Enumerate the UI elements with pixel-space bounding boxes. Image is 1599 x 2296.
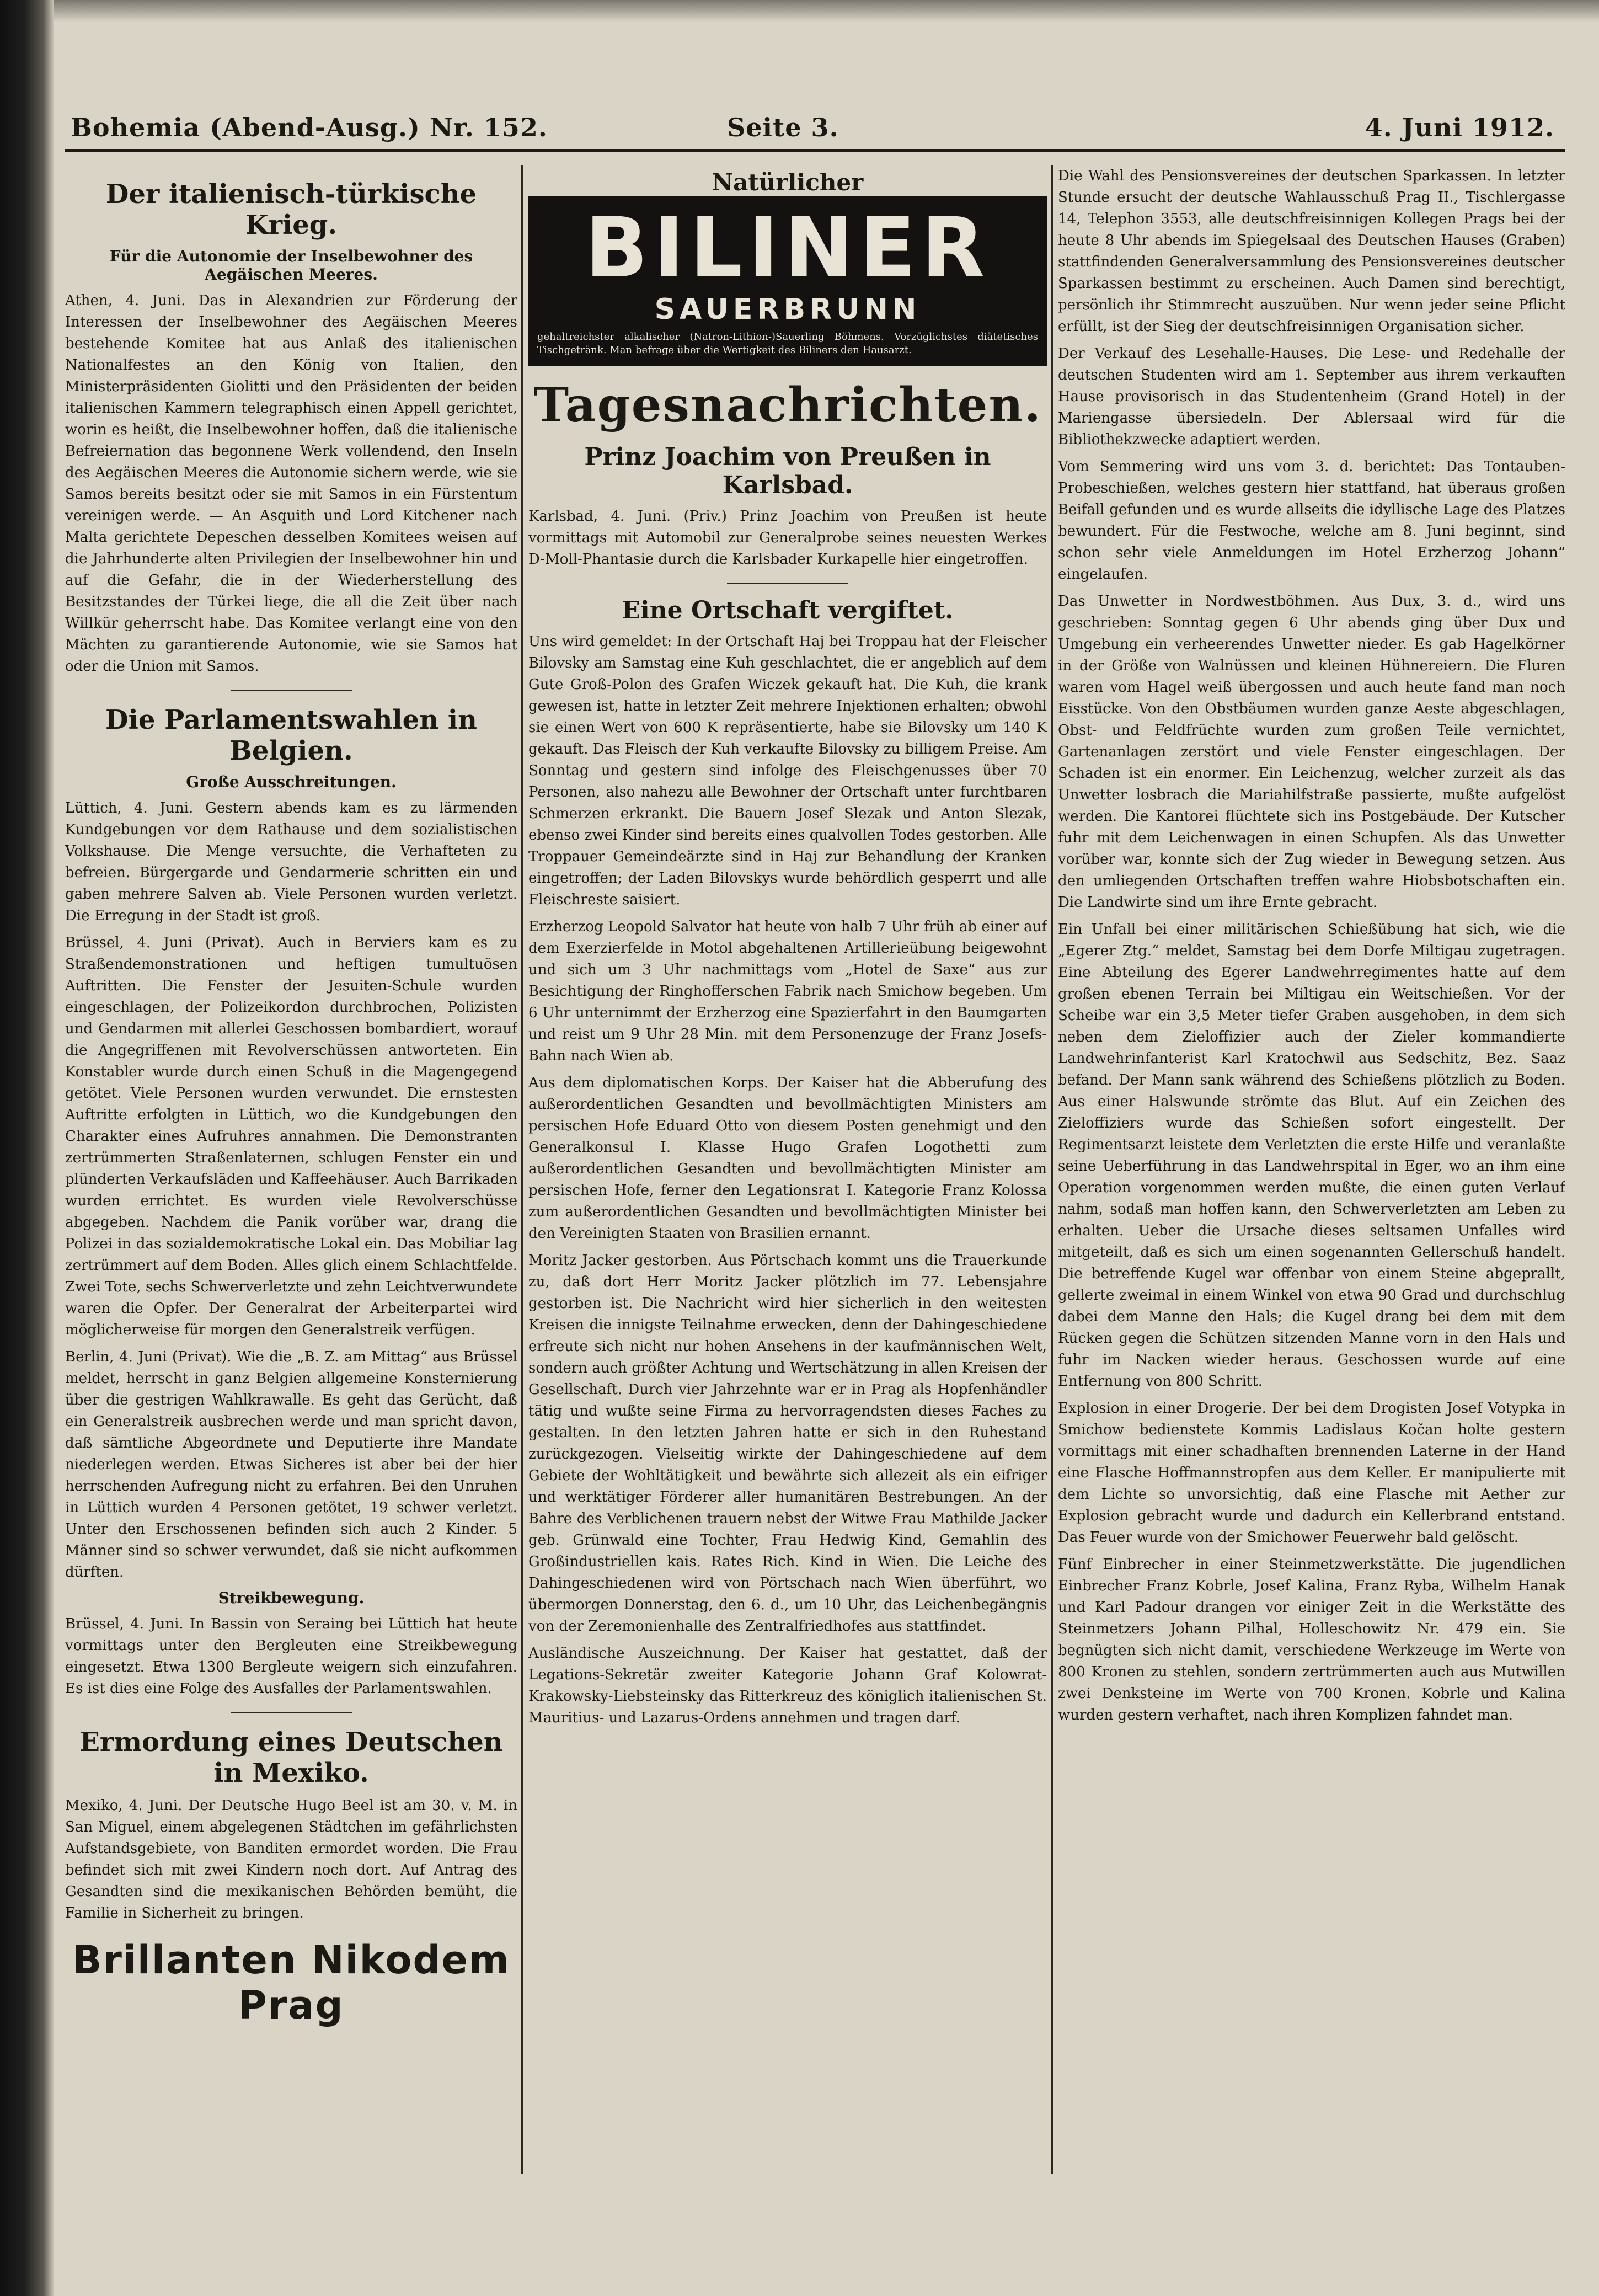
divider — [727, 583, 848, 584]
headline-prince-joachim: Prinz Joachim von Preußen in Karlsbad. — [584, 442, 991, 499]
article-paragraph: Brüssel, 4. Juni. In Bassin von Seraing bei Lüttich hat heute vormittags unter den Bergleuten eine Streikbewegung eingesetzt. Etwa 1300 Bergleute weigern sich einzufahren. Es ist dies eine Folge des Ausfalles der Parlamentswahlen. — [65, 1616, 517, 1697]
header-date: 4. Juni 1912. — [1365, 113, 1554, 142]
advertisement-brillanten: Brillanten Nikodem Prag — [72, 1937, 510, 2028]
article-paragraph: Fünf Einbrecher in einer Steinmetzwerkstätte. Die jugendlichen Einbrecher Franz Kobrle, Josef Kalina, Franz Ryba, Wilhelm Hanak und Karl Padour drangen vor einiger Zeit in die Werkstätte des Steinmetzers Johann Pilhal, Holleschowitz Nr. 479 ein. Sie begnügten sich nicht damit, verschiedene Werkzeuge im Werte von 800 Kronen zu stehlen, sondern zertrümmerten auch aus Mutwillen zwei Denksteine im Werte von 700 Kronen. Kobrle und Kalina wurden gestern verhaftet, nach ihren Komplizen fahndet man. — [1058, 1556, 1565, 1723]
headline-belgium-elections: Die Parlamentswahlen in Belgien. — [105, 704, 477, 766]
article-paragraph: Moritz Jacker gestorben. Aus Pörtschach kommt uns die Trauerkunde zu, daß dort Herr Moritz Jacker plötzlich im 77. Lebensjahre gestorben ist. Die Nachricht wird hier sicherlich in den weitesten Kreisen die innigste Teilnahme erwecken, denn der Dahingeschiedene erfreute sich nicht nur hohen Ansehens in der kaufmännischen Welt, sondern auch größter Achtung und Wertschätzung in allen Kreisen der Gesellschaft. Durch vier Jahrzehnte war er in Prag als Hopfenhändler tätig und wußte seine Firma zu hervorragendsten dieses Faches zu gestalten. In den letzten Jahren hatte er sich in den Ruhestand zurückgezogen. Vielseitig wirkte der Dahingeschiedene auf dem Gebiete der Wohltätigkeit und bewährte sich allezeit als ein eifriger und werktätiger Förderer aller humanitären Bestrebungen. An der Bahre des Verblichenen trauern nebst der Witwe Frau Mathilde Jacker geb. Grünwald eine Tochter, Frau Hedwig Kind, Gemahlin des Großindustriellen kais. Rates Rich. Kind in Wien. Die Leiche des Dahingeschiedenen wird von Pörtschach nach Wien überführt, wo übermorgen Donnerstag, den 6. d., um 10 Uhr, das Leichenbegängnis von der Zeremonienhalle des Zentralfriedhofes aus stattfindet. — [528, 1252, 1047, 1635]
ad-box — [528, 196, 1047, 366]
article-paragraph: Athen, 4. Juni. Das in Alexandrien zur Förderung der Interessen der Inselbewohner des Aegäischen Meeres bestehende Komitee hat aus Anlaß des italienischen Nationalfestes an den König von Italien, den Ministerpräsidenten Giolitti und den Präsidenten der beiden italienischen Kammern telegraphisch einen Appell gerichtet, worin es heißt, die Inselbewohner hoffen, daß die italienische Befreiernation das begonnene Werk vollendend, den Inseln des Aegäischen Meeres die Autonomie sichern werde, wie sie Samos bereits besitzt oder sie mit Samos in ein Fürstentum vereinigen werde. — An Asquith und Lord Kitchener nach Malta gerichtete Depeschen desselben Komitees weisen auf die Jahrhunderte alten Privilegien der Inselbewohner hin und auf die Gefahr, die in der Wiederherstellung des Besitzstandes der Türkei liege, die all die Zeit über nach Willkür geherrscht habe. Das Komitee verlangt eine von den Mächten zu garantierende Autonomie, wie sie Samos hat oder die Union mit Samos. — [65, 292, 517, 675]
article-paragraph: Vom Semmering wird uns vom 3. d. berichtet: Das Tontauben-Probeschießen, welches gestern hier stattfand, hat überaus großen Beifall gefunden und es wurde allseits die idyllische Lage des Platzes bewundert. Für die Festwoche, welche am 8. Juni beginnt, sind schon sehr viele Anmeldungen im Hotel Erzherzog Johann“ eingelaufen. — [1058, 458, 1565, 583]
header-issue: Bohemia (Abend-Ausg.) Nr. 152. — [71, 113, 548, 142]
ad-brand-name: BILINER — [585, 200, 991, 296]
article-paragraph: Karlsbad, 4. Juni. (Priv.) Prinz Joachim von Preußen ist heute vormittags mit Automobil zur Generalprobe seines neuesten Werkes D-Moll-Phantasie durch die Karlsbader Kurkapelle hier eingetroffen. — [528, 508, 1047, 568]
page-header — [65, 105, 1565, 152]
article-paragraph: Brüssel, 4. Juni (Privat). Auch in Berviers kam es zu Straßendemonstrationen und heftigen tumultuösen Auftritten. Die Fenster der Jesuiten-Schule wurden eingeschlagen, der Polizeikordon durchbrochen, Polizisten und Gendarmen mit allerlei Geschossen bombardiert, worauf die Angegriffenen mit Revolverschüssen antworteten. Ein Konstabler wurde durch einen Schuß in die Magengegend getötet. Viele Personen wurden verwundet. Die ernstesten Auftritte erfolgten in Lüttich, wo die Kundgebungen den Charakter eines Aufruhres annahmen. Die Demonstranten zertrümmerten Straßenlaternen, schlugen Fenster ein und plünderten Verkaufsläden und Kaffeehäuser. Auch Barrikaden wurden errichtet. Es wurden viele Revolverschüsse abgegeben. Nachdem die Panik vorüber war, drang die Polizei in das sozialdemokratische Lokal ein. Das Mobiliar lag zertrümmert auf dem Boden. Alles glich einem Schlachtfelde. Zwei Tote, sechs Schwerverletzte und zehn Leichtverwundete waren die Opfer. Der Generalrat der Arbeiterpartei wird möglicherweise für morgen den Generalstreik verfügen. — [65, 935, 517, 1338]
scan-binding-edge — [0, 0, 54, 2296]
subheadline-strike: Streikbewegung. — [218, 1589, 365, 1607]
headline-village-poisoned: Eine Ortschaft vergiftet. — [622, 596, 954, 624]
divider — [231, 690, 352, 691]
ad-brand-sub: SAUERBRUNN — [654, 293, 921, 326]
article-paragraph: Explosion in einer Drogerie. Der bei dem Drogisten Josef Votypka in Smichow bedienstete Kommis Ladislaus Kočan holte gestern vormittags mit einer schadhaften brennenden Laterne in der Hand eine Flasche Hoffmannstropfen aus dem Keller. Er manipulierte mit dem Lichte so unvorsichtig, daß eine Flasche mit Aether zur Explosion gebracht wurde und dadurch ein Kellerbrand entstand. Das Feuer wurde von der Smichower Feuerwehr bald gelöscht. — [1058, 1400, 1565, 1546]
column-rule — [1051, 165, 1053, 2174]
ad-tagline: Natürlicher — [712, 169, 864, 196]
header-page-number: Seite 3. — [727, 113, 839, 142]
article-paragraph: Ausländische Auszeichnung. Der Kaiser hat gestattet, daß der Legations-Sekretär zweiter Kategorie Johann Graf Kolowrat-Krakowsky-Liebsteinsky das Ritterkreuz des königlich italienischen St. Mauritius- und Lazarus-Ordens annehmen und tragen darf. — [528, 1644, 1047, 1726]
article-paragraph: Mexiko, 4. Juni. Der Deutsche Hugo Beel ist am 30. v. M. in San Miguel, einem abgelegenen Städtchen im gefährlichsten Aufstandsgebiete, von Banditen ermordet worden. Die Frau befindet sich mit zwei Kindern noch dort. Auf Antrag des Gesandten sind die mexikanischen Behörden bemüht, die Familie in Sicherheit zu bringen. — [65, 1797, 517, 1921]
advertisement-biliner — [528, 169, 1047, 366]
article-paragraph: Ein Unfall bei einer militärischen Schießübung hat sich, wie die „Egerer Ztg.“ meldet, Samstag bei dem Dorfe Miltigau zugetragen. Eine Abteilung des Egerer Landwehrregimentes hatte auf dem großen ebenen Terrain bei Miltigau ein Weitschießen. Vor der Scheibe war ein 3,5 Meter tiefer Graben ausgehoben, in dem sich neben dem Zieloffizier auch der Zieler kommandierte Landwehrinfanterist Karl Kratochwil aus Sedschitz, Bez. Saaz befand. Der Mann sank während des Schießens plötzlich zu Boden. Aus einer Halswunde strömte das Blut. Auf ein Zeichen des Zieloffiziers wurde das Schießen sofort eingestellt. Der Regimentsarzt leistete dem Verletzten die erste Hilfe und veranlaßte seine Ueberführung in das Landwehrspital in Eger, wo an ihm eine Operation vorgenommen werden mußte, die einen guten Verlauf nahm, sodaß man hoffen kann, den Schwerverletzten am Leben zu erhalten. Ueber die Ursache dieses seltsamen Unfalles wird mitgeteilt, daß es sich um einen sogenannten Gellerschuß handelt. Die betreffende Kugel war offenbar von einem Steine abgeprallt, gellerte zweimal in einem Winkel von etwa 90 Grad und durchschlug dabei dem Manne den Hals; die Kugel drang bei dem mit dem Rücken gegen die Schützen sitzenden Manne vorn in den Hals und fuhr im Nacken wieder heraus. Geschossen wurde auf eine Entfernung von 800 Schritt. — [1058, 921, 1565, 1390]
headline-italian-turkish-war: Der italienisch-türkische Krieg. — [105, 179, 477, 241]
article-paragraph: Die Wahl des Pensionsvereines der deutschen Sparkassen. In letzter Stunde ersucht der deutsche Wahlausschuß Prag II., Tischlergasse 14, Telephon 3553, alle deutschfreisinnigen Kollegen Prags bei der heute 8 Uhr abends im Spiegelsaal des Deutschen Hauses (Graben) stattfindenden Generalversammlung des Pensionsvereines deutscher Sparkassen bestimmt zu erscheinen. Auch Damen sind berechtigt, persönlich ihr Stimmrecht auszuüben. Nur wenn jeder seine Pflicht erfüllt, ist der Sieg der deutschfreisinnigen Organisation sicher. — [1058, 168, 1565, 335]
subheadline-riots: Große Ausschreitungen. — [186, 773, 397, 791]
article-paragraph: Uns wird gemeldet: In der Ortschaft Haj bei Troppau hat der Fleischer Bilovsky am Samstag eine Kuh geschlachtet, die er angeblich auf dem Gute Groß-Polon des Grafen Wiczek gekauft hat. Die Kuh, die krank gewesen ist, hatte in letzter Zeit mehrere Injektionen erhalten; obwohl sie einen Wert von 600 K repräsentierte, habe sie Bilovsky um 140 K gekauft. Das Fleisch der Kuh verkaufte Bilovsky zu billigem Preise. Am Sonntag und gestern sind infolge des Fleischgenusses über 70 Personen, also nahezu alle Bewohner der Ortschaft unter furchtbaren Schmerzen erkrankt. Die Bauern Josef Slezak und Anton Slezak, ebenso zwei Kinder sind bereits eines qualvollen Todes gestorben. Alle Troppauer Gemeindeärzte sind in Haj zur Behandlung der Kranken eingetroffen; der Laden Bilovskys wurde behördlich gesperrt und alle Fleischreste saisiert. — [528, 633, 1047, 908]
ad-fine-print: gehaltreichster alkalischer (Natron-Lithion-)Sauerling Böhmens. Vorzüglichstes diätetisches Tischgetränk. Man befrage über die Wertigkeit des Biliners den Hausarzt. — [537, 331, 1038, 356]
article-paragraph: Berlin, 4. Juni (Privat). Wie die „B. Z. am Mittag“ aus Brüssel meldet, herrscht in ganz Belgien allgemeine Konsternierung über die gestrigen Wahlkrawalle. Es geht das Gerücht, daß ein Generalstreik ausbrechen werde und man spricht davon, daß sämtliche Abgeordnete und Deputierte ihre Mandate niederlegen werden. Etwas Sicheres ist aber bei der hier herrschenden Aufregung nicht zu erfahren. Bei den Unruhen in Lüttich wurden 4 Personen getötet, 19 schwer verletzt. Unter den Erschossenen befinden sich auch 2 Kinder. 5 Männer sind so schwer verwundet, daß sie nicht aufkommen dürften. — [65, 1349, 517, 1580]
article-paragraph: Der Verkauf des Lesehalle-Hauses. Die Lese- und Redehalle der deutschen Studenten wird am 1. September aus ihrem verkauften Hause provisorisch in das Studentenheim (Grand Hotel) in der Mariengasse übersiedeln. Der Ablersaal wird für die Bibliothekzwecke adaptiert werden. — [1058, 345, 1565, 448]
column-right — [1058, 165, 1565, 2207]
column-left — [65, 165, 517, 2207]
article-paragraph: Erzherzog Leopold Salvator hat heute von halb 7 Uhr früh ab einer auf dem Exerzierfelde in Motol abgehaltenen Artillerieübung beigewohnt und sich um 3 Uhr nachmittags vom „Hotel de Saxe“ aus zur Besichtigung der Ringhofferschen Fabrik nach Smichow begeben. Um 6 Uhr unternimmt der Erzherzog eine Spazierfahrt in den Baumgarten und reist um 9 Uhr 28 Min. mit dem Personenzuge der Franz Josefs-Bahn nach Wien ab. — [528, 918, 1047, 1064]
section-title-tagesnachrichten: Tagesnachrichten. — [533, 377, 1042, 433]
article-paragraph: Aus dem diplomatischen Korps. Der Kaiser hat die Abberufung des außerordentlichen Gesandten und bevollmächtigten Ministers am persischen Hofe Eduard Otto von diesem Posten genehmigt und den Generalkonsul I. Klasse Hugo Grafen Logothetti zum außerordentlichen Gesandten und bevollmächtigten Minister am persischen Hofe, ferner den Legationsrat I. Kategorie Franz Kolossa zum außerordentlichen Gesandten und bevollmächtigten Minister bei den Vereinigten Staaten von Brasilien ernannt. — [528, 1074, 1047, 1242]
column-rule — [521, 165, 523, 2174]
article-paragraph: Das Unwetter in Nordwestböhmen. Aus Dux, 3. d., wird uns geschrieben: Sonntag gegen 6 Uhr abends ging über Dux und Umgebung ein verheerendes Unwetter nieder. Es gab Hagelkörner in der Größe von Walnüssen und kleinen Hühnereiern. Die Fluren waren vom Hagel weiß übergossen und auch heute fand man noch Eisstücke. Von den Obstbäumen wurden ganze Aeste abgeschlagen, Obst- und Feldfrüchte wurden zum großen Teile vernichtet, Gartenanlagen zerstört und viele Fenster eingeschlagen. Der Schaden ist ein enormer. Ein Leichenzug, welcher zurzeit als das Unwetter losbrach die Mariahilfstraße passierte, mußte aufgelöst werden. Die Kantorei flüchtete sich ins Postgebäude. Der Kutscher fuhr mit dem Leichenwagen in einen Schupfen. Als das Unwetter vorüber war, konnte sich der Zug wieder in Bewegung setzen. Aus den umliegenden Ortschaften treffen wahre Hiobsbotschaften ein. Die Landwirte sind um ihre Ernte gebracht. — [1058, 593, 1565, 911]
scan-top-edge — [54, 0, 1599, 22]
subheadline-autonomy: Für die Autonomie der Inselbewohner des Aegäischen Meeres. — [109, 247, 473, 284]
newspaper-page — [65, 22, 1582, 2284]
article-paragraph: Lüttich, 4. Juni. Gestern abends kam es zu lärmenden Kundgebungen vor dem Rathause und dem sozialistischen Volkshause. Die Menge versuchte, die Verhafteten zu befreien. Bürgergarde und Gendarmerie schritten ein und gaben mehrere Salven ab. Viele Personen wurden verletzt. Die Erregung in der Stadt ist groß. — [65, 800, 517, 924]
divider — [231, 1712, 352, 1713]
headline-mexico-murder: Ermordung eines Deutschen in Mexiko. — [79, 1727, 503, 1788]
column-center — [528, 165, 1047, 2207]
